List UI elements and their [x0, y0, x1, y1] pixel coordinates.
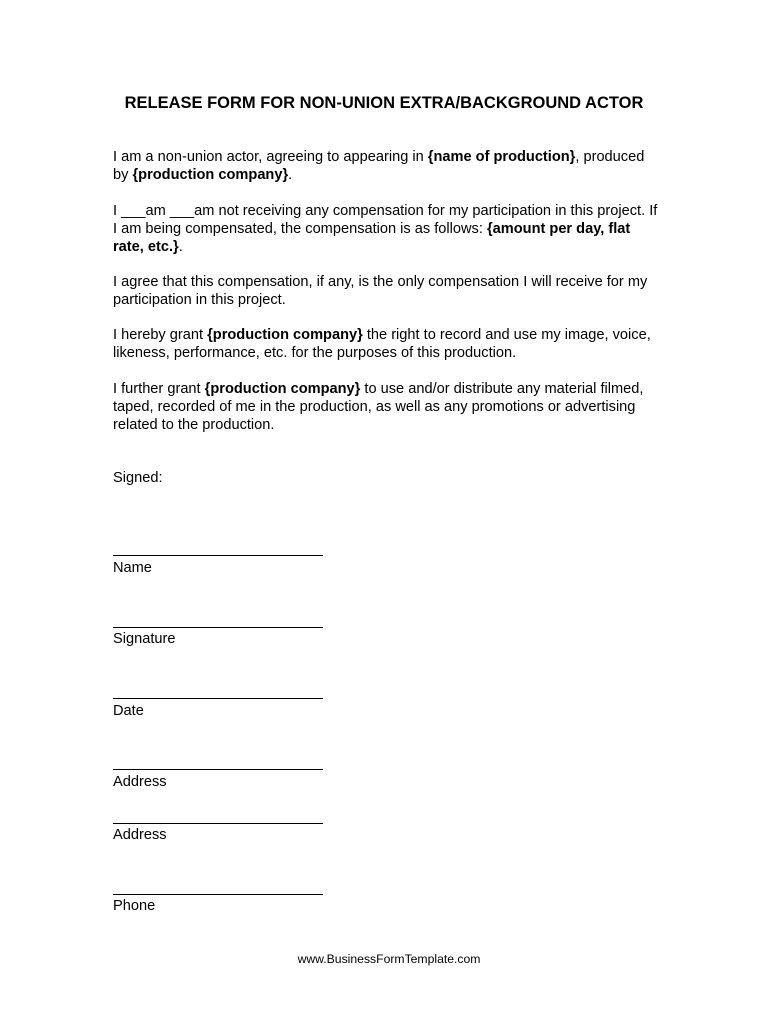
- placeholder-production-company: {production company}: [207, 327, 363, 343]
- placeholder-production-company: {production company}: [132, 167, 289, 183]
- address-line-1[interactable]: [113, 769, 323, 770]
- placeholder-name-of-production: {name of production}: [427, 149, 576, 165]
- paragraph-text: .: [178, 239, 183, 255]
- phone-line[interactable]: [113, 894, 323, 895]
- signature-label: Signature: [113, 631, 176, 647]
- document-title: RELEASE FORM FOR NON-UNION EXTRA/BACKGROUND ACTOR: [124, 94, 644, 112]
- paragraph-text: the right to record and use my image, voice, likeness, performance, etc. for the purposes of this production.: [113, 327, 651, 361]
- paragraph-text: I further grant: [113, 381, 205, 397]
- placeholder-production-company: {production company}: [204, 381, 361, 397]
- placeholder-amount: {amount per day, flat rate, etc.}: [113, 221, 631, 255]
- date-label: Date: [113, 703, 144, 719]
- paragraph-grant-record: [113, 326, 663, 362]
- address-label-2: Address: [113, 827, 167, 843]
- paragraph-text: I ___am ___am not receiving any compensation for my participation in this project. If I am being compensated, the compensation is as follows:: [113, 203, 658, 237]
- paragraph-only-compensation: [113, 273, 663, 309]
- name-label: Name: [113, 560, 152, 576]
- paragraph-text: I am a non-union actor, agreeing to appearing in: [113, 149, 428, 165]
- paragraph-grant-distribute: [113, 380, 663, 434]
- paragraph-text: I agree that this compensation, if any, is the only compensation I will receive for my participation in this project.: [113, 274, 648, 308]
- paragraph-text: , produced by: [113, 149, 645, 183]
- phone-label: Phone: [113, 898, 156, 914]
- signed-label: Signed:: [113, 470, 163, 486]
- address-label-1: Address: [113, 774, 167, 790]
- paragraph-text: to use and/or distribute any material filmed, taped, recorded of me in the production, as well as any promotions or advertising related to the production.: [113, 381, 644, 433]
- footer-website: www.BusinessFormTemplate.com: [297, 952, 481, 966]
- signature-line[interactable]: [113, 627, 323, 628]
- name-line[interactable]: [113, 555, 323, 556]
- paragraph-compensation: [113, 202, 663, 256]
- paragraph-text: I hereby grant: [113, 327, 208, 343]
- paragraph-production-intro: [113, 148, 663, 184]
- date-line[interactable]: [113, 698, 323, 699]
- address-line-2[interactable]: [113, 823, 323, 824]
- paragraph-text: .: [288, 167, 293, 183]
